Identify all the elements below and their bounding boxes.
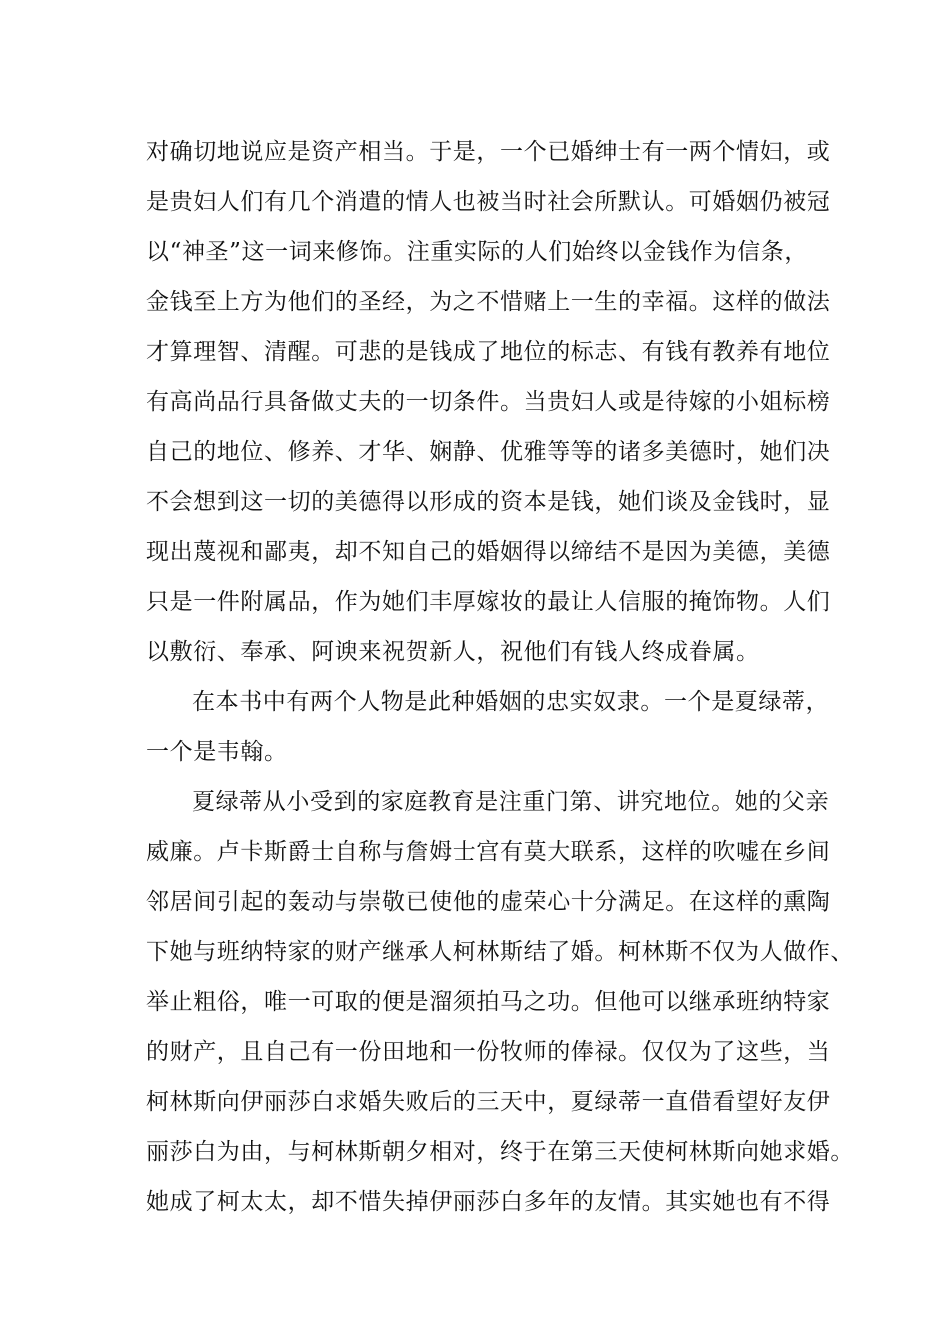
text-line: 不会想到这一切的美德得以形成的资本是钱，她们谈及金钱时，显 (146, 489, 831, 515)
text-line: 一个是韦翰。 (146, 739, 288, 765)
text-line: 是贵妇人们有几个消遣的情人也被当时社会所默认。可婚姻仍被冠 (146, 189, 831, 215)
text-line: 下她与班纳特家的财产继承人柯林斯结了婚。柯林斯不仅为人做作、 (146, 939, 854, 965)
text-line: 金钱至上方为他们的圣经，为之不惜赌上一生的幸福。这样的做法 (146, 289, 831, 315)
text-line: 举止粗俗，唯一可取的便是溜须拍马之功。但他可以继承班纳特家 (146, 989, 831, 1015)
text-line: 现出蔑视和鄙夷，却不知自己的婚姻得以缔结不是因为美德，美德 (146, 539, 831, 565)
text-line: 有高尚品行具备做丈夫的一切条件。当贵妇人或是待嫁的小姐标榜 (146, 389, 831, 415)
text-line: 她成了柯太太，却不惜失掉伊丽莎白多年的友情。其实她也有不得 (146, 1189, 831, 1215)
paragraph-start-line: 夏绿蒂从小受到的家庭教育是注重门第、讲究地位。她的父亲 (192, 789, 830, 815)
text-line: 对确切地说应是资产相当。于是，一个已婚绅士有一两个情妇，或 (146, 139, 831, 165)
text-line: 的财产，且自己有一份田地和一份牧师的俸禄。仅仅为了这些，当 (146, 1039, 831, 1065)
text-line: 才算理智、清醒。可悲的是钱成了地位的标志、有钱有教养有地位 (146, 339, 831, 365)
paragraph-start-line: 在本书中有两个人物是此种婚姻的忠实奴隶。一个是夏绿蒂， (192, 689, 830, 715)
text-line: 威廉。卢卡斯爵士自称与詹姆士宫有莫大联系，这样的吹嘘在乡间 (146, 839, 831, 865)
text-line: 丽莎白为由，与柯林斯朝夕相对，终于在第三天使柯林斯向她求婚。 (146, 1139, 854, 1165)
text-line: 邻居间引起的轰动与崇敬已使他的虚荣心十分满足。在这样的熏陶 (146, 889, 831, 915)
text-line: 以“神圣”这一词来修饰。注重实际的人们始终以金钱作为信条， (146, 239, 808, 265)
text-line: 自己的地位、修养、才华、娴静、优雅等等的诸多美德时，她们决 (146, 439, 831, 465)
text-line: 柯林斯向伊丽莎白求婚失败后的三天中，夏绿蒂一直借看望好友伊 (146, 1089, 831, 1115)
text-line: 只是一件附属品，作为她们丰厚嫁妆的最让人信服的掩饰物。人们 (146, 589, 831, 615)
text-line: 以敷衍、奉承、阿谀来祝贺新人，祝他们有钱人终成眷属。 (146, 639, 760, 665)
body-text (146, 132, 854, 1232)
